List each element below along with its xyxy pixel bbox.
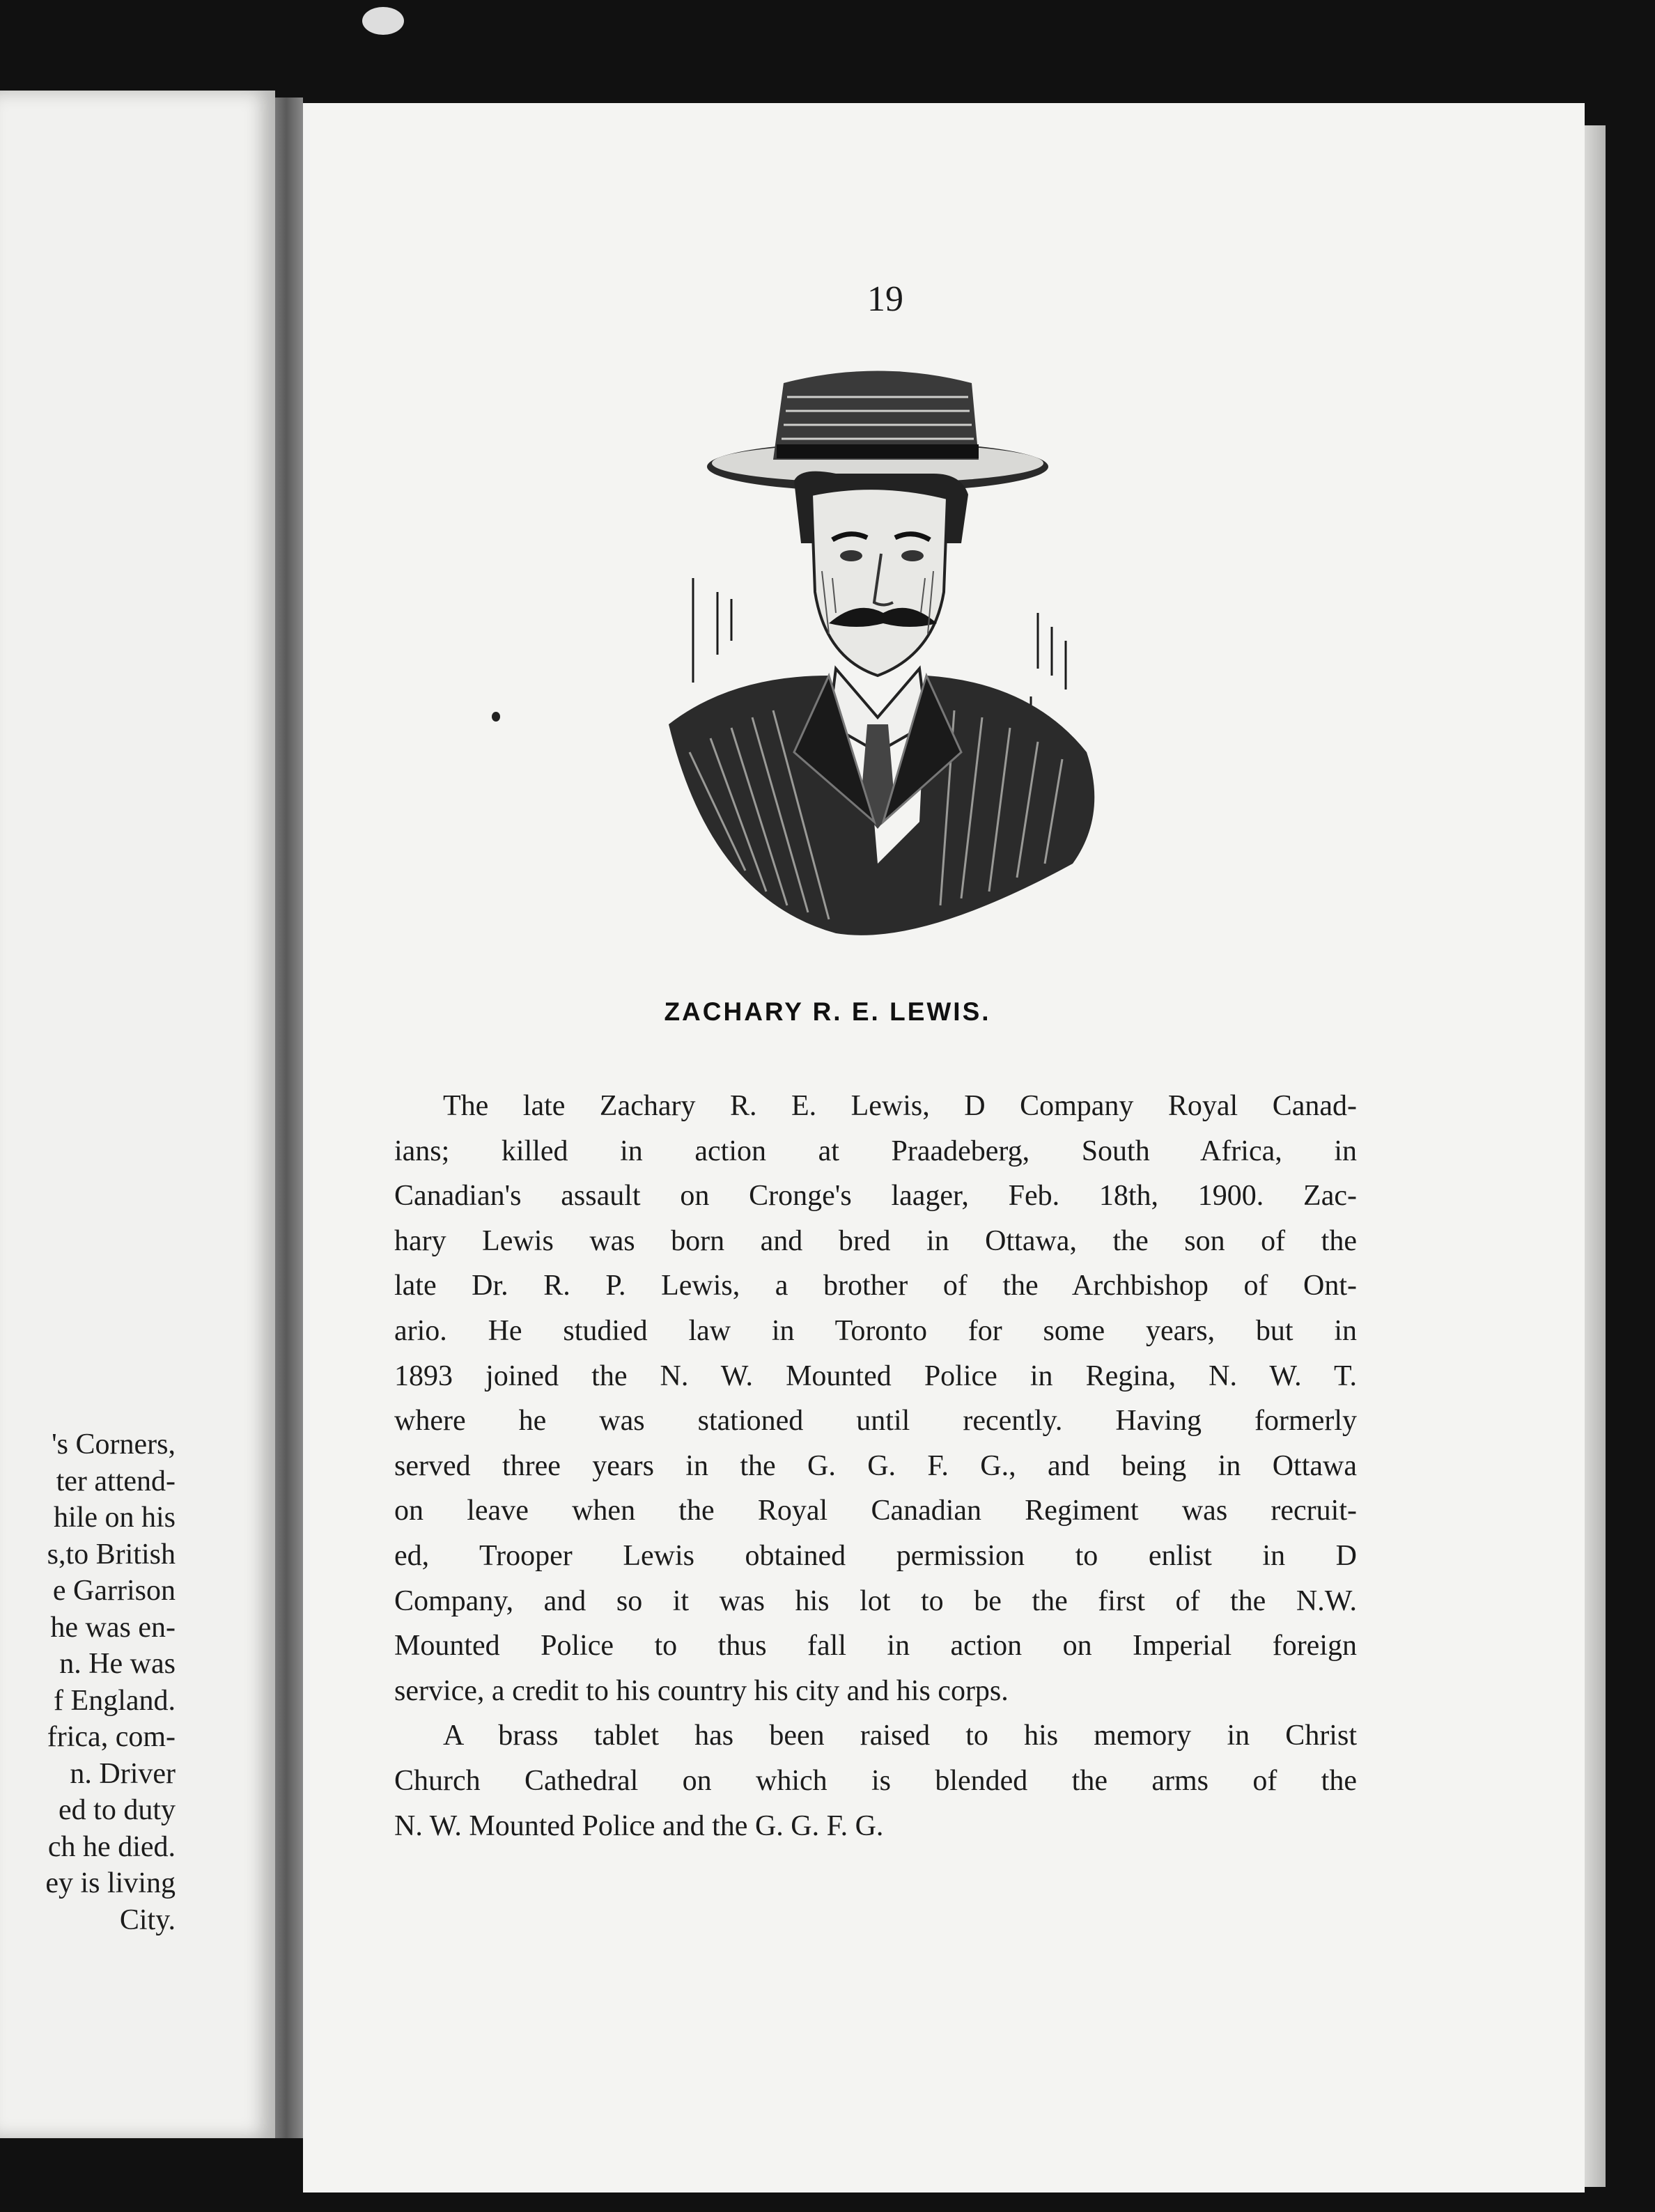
paragraph-line: served three years in the G. G. F. G., and being in Ottawa (394, 1449, 1357, 1482)
page-number: 19 (867, 279, 903, 319)
book-gutter (275, 98, 303, 2138)
portrait-engraving (627, 362, 1128, 947)
paragraph-line: 1893 joined the N. W. Mounted Police in Regina, N. W. T. (394, 1360, 1357, 1392)
paragraph-line: ians; killed in action at Praadeberg, South Africa, in (394, 1135, 1357, 1167)
paragraph-line: ario. He studied law in Toronto for some years, but in (394, 1314, 1357, 1347)
left-page-line: 's Corners, (52, 1428, 176, 1461)
paragraph-line: ed, Trooper Lewis obtained permission to enlist in D (394, 1539, 1357, 1572)
paragraph-line: where he was stationed until recently. Having formerly (394, 1405, 1357, 1438)
ink-speck (362, 7, 404, 35)
left-page-line: hile on his (54, 1502, 176, 1534)
left-page-line: n. Driver (70, 1757, 176, 1790)
paragraph-line: N. W. Mounted Police and the G. G. F. G. (394, 1809, 884, 1842)
paragraph-line: Company, and so it was his lot to be the first of the N.W. (394, 1584, 1357, 1617)
paragraph-line: late Dr. R. P. Lewis, a brother of the Archbishop of Ont- (394, 1270, 1357, 1302)
left-page-line: ed to duty (59, 1794, 176, 1826)
left-page-line: City. (119, 1903, 176, 1936)
portrait-caption: ZACHARY R. E. LEWIS. (664, 997, 991, 1026)
paragraph-line: service, a credit to his country his city and his corps. (394, 1674, 1009, 1707)
paragraph-line: A brass tablet has been raised to his memory in Christ (443, 1720, 1357, 1752)
paragraph-line: The late Zachary R. E. Lewis, D Company Royal Canad- (443, 1090, 1357, 1122)
left-page-line: n. He was (59, 1648, 176, 1680)
left-page-line: ch he died. (47, 1830, 176, 1863)
left-page-line: ey is living (45, 1867, 176, 1899)
left-page-text (0, 1426, 176, 1938)
left-page-line: he was en- (50, 1611, 176, 1644)
paragraph-line: on leave when the Royal Canadian Regiment was recruit- (394, 1495, 1357, 1527)
left-page-line: s,to British (47, 1538, 176, 1571)
paragraph-line: Canadian's assault on Cronge's laager, Feb. 18th, 1900. Zac- (394, 1180, 1357, 1213)
left-page-line: frica, com- (47, 1721, 176, 1753)
page-edge (1585, 125, 1606, 2187)
left-page-line: e Garrison (52, 1575, 176, 1607)
body-text (394, 1084, 1357, 1848)
left-page-line: f England. (54, 1684, 176, 1717)
left-page-line: ter attend- (56, 1465, 176, 1497)
ink-speck (492, 712, 500, 722)
paragraph-line: Church Cathedral on which is blended the arms of the (394, 1764, 1357, 1797)
paragraph-line: hary Lewis was born and bred in Ottawa, the son of the (394, 1224, 1357, 1257)
facing-left-page (0, 91, 275, 2138)
paragraph-line: Mounted Police to thus fall in action on Imperial foreign (394, 1630, 1357, 1662)
